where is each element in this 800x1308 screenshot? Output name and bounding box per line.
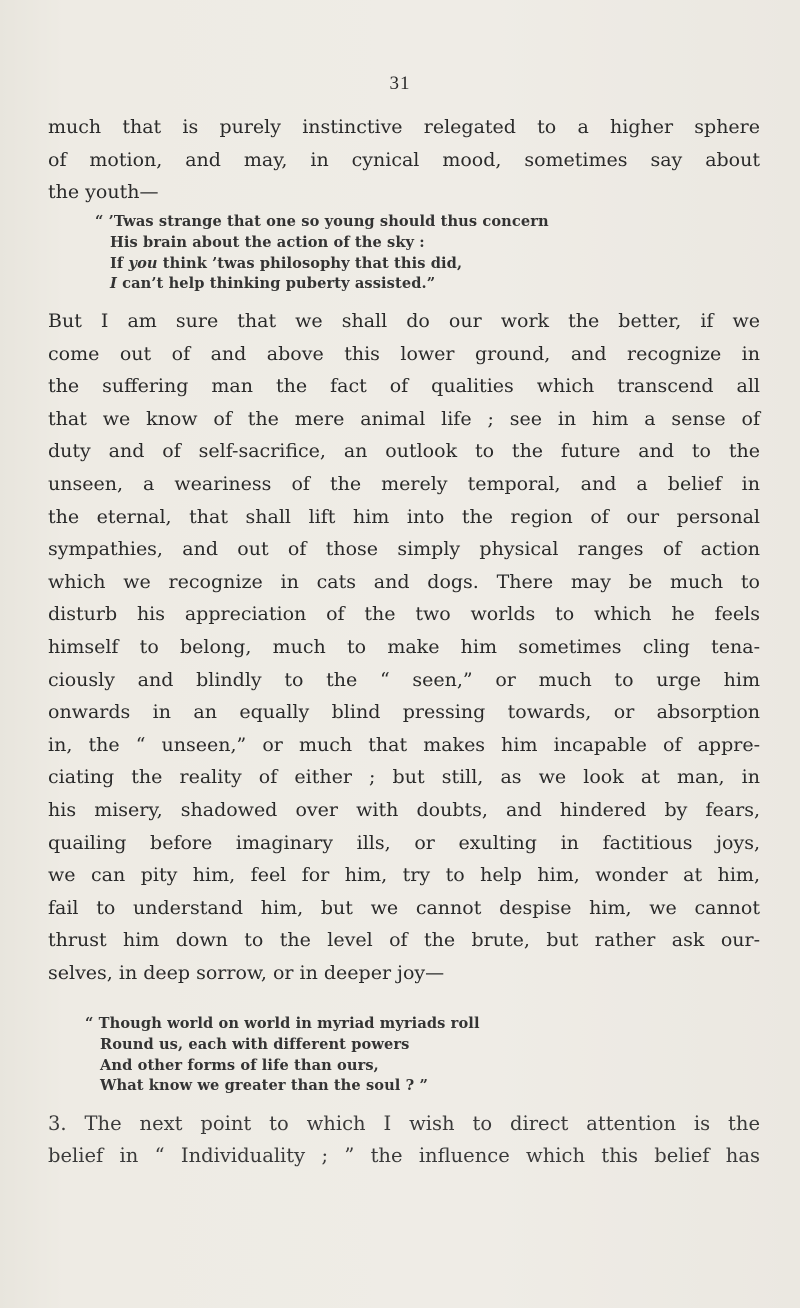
text-line: quailing before imaginary ills, or exulting in factitious joys,: [48, 831, 760, 854]
text-line: belief in “ Individuality ; ” the influence which this belief has: [48, 1144, 760, 1167]
text-line: thrust him down to the level of the brute, but rather ask our-: [48, 929, 760, 952]
verse-quotation-1: [95, 212, 549, 295]
text-line: But I am sure that we shall do our work the better, if we: [48, 310, 760, 332]
text-line: ciously and blindly to the “ seen,” or much to urge him: [48, 668, 760, 691]
verse-line: If you think ’twas philosophy that this did,: [110, 254, 463, 272]
text-line: ciating the reality of either ; but still, as we look at man, in: [48, 766, 760, 789]
text-line: the suffering man the fact of qualities which transcend all: [48, 375, 760, 398]
page-number: 31: [389, 73, 411, 94]
text-line: duty and of self-sacrifice, an outlook to the future and to the: [48, 440, 760, 463]
text-line: that we know of the mere animal life ; see in him a sense of: [48, 407, 760, 430]
text-line: unseen, a weariness of the merely temporal, and a belief in: [48, 472, 760, 495]
text-line: disturb his appreciation of the two worlds to which he feels: [48, 603, 760, 626]
verse-line: I can’t help thinking puberty assisted.”: [110, 275, 436, 293]
paragraph-1: [48, 111, 760, 209]
text-line: much that is purely instinctive relegated to a higher sphere: [48, 116, 760, 138]
text-line: in, the “ unseen,” or much that makes him incapable of appre-: [48, 733, 760, 756]
text-line: the youth—: [48, 181, 159, 204]
verse-quotation-2: [85, 1014, 480, 1097]
verse-line: Round us, each with different powers: [100, 1035, 410, 1053]
paragraph-3: [48, 1108, 760, 1172]
text-line: the eternal, that shall lift him into the region of our personal: [48, 505, 760, 528]
text-line: come out of and above this lower ground, and recognize in: [48, 342, 760, 365]
text-line: onwards in an equally blind pressing towards, or absorption: [48, 701, 760, 724]
verse-line: And other forms of life than ours,: [100, 1056, 379, 1074]
verse-line: His brain about the action of the sky :: [110, 233, 425, 251]
text-line: 3. The next point to which I wish to direct attention is the: [48, 1112, 760, 1135]
text-line: we can pity him, feel for him, try to help him, wonder at him,: [48, 864, 760, 887]
paragraph-2: [48, 305, 760, 989]
verse-line: What know we greater than the soul ? ”: [100, 1077, 428, 1095]
text-line: himself to belong, much to make him sometimes cling tena-: [48, 635, 760, 658]
text-line: fail to understand him, but we cannot despise him, we cannot: [48, 896, 760, 919]
text-line: of motion, and may, in cynical mood, sometimes say about: [48, 148, 760, 171]
text-line: his misery, shadowed over with doubts, and hindered by fears,: [48, 798, 760, 821]
verse-line: “ Though world on world in myriad myriads roll: [85, 1015, 480, 1032]
verse-line: “ ’Twas strange that one so young should thus concern: [95, 213, 549, 230]
text-line: sympathies, and out of those simply physical ranges of action: [48, 538, 760, 561]
text-line: selves, in deep sorrow, or in deeper joy—: [48, 961, 445, 984]
text-line: which we recognize in cats and dogs. There may be much to: [48, 570, 760, 593]
